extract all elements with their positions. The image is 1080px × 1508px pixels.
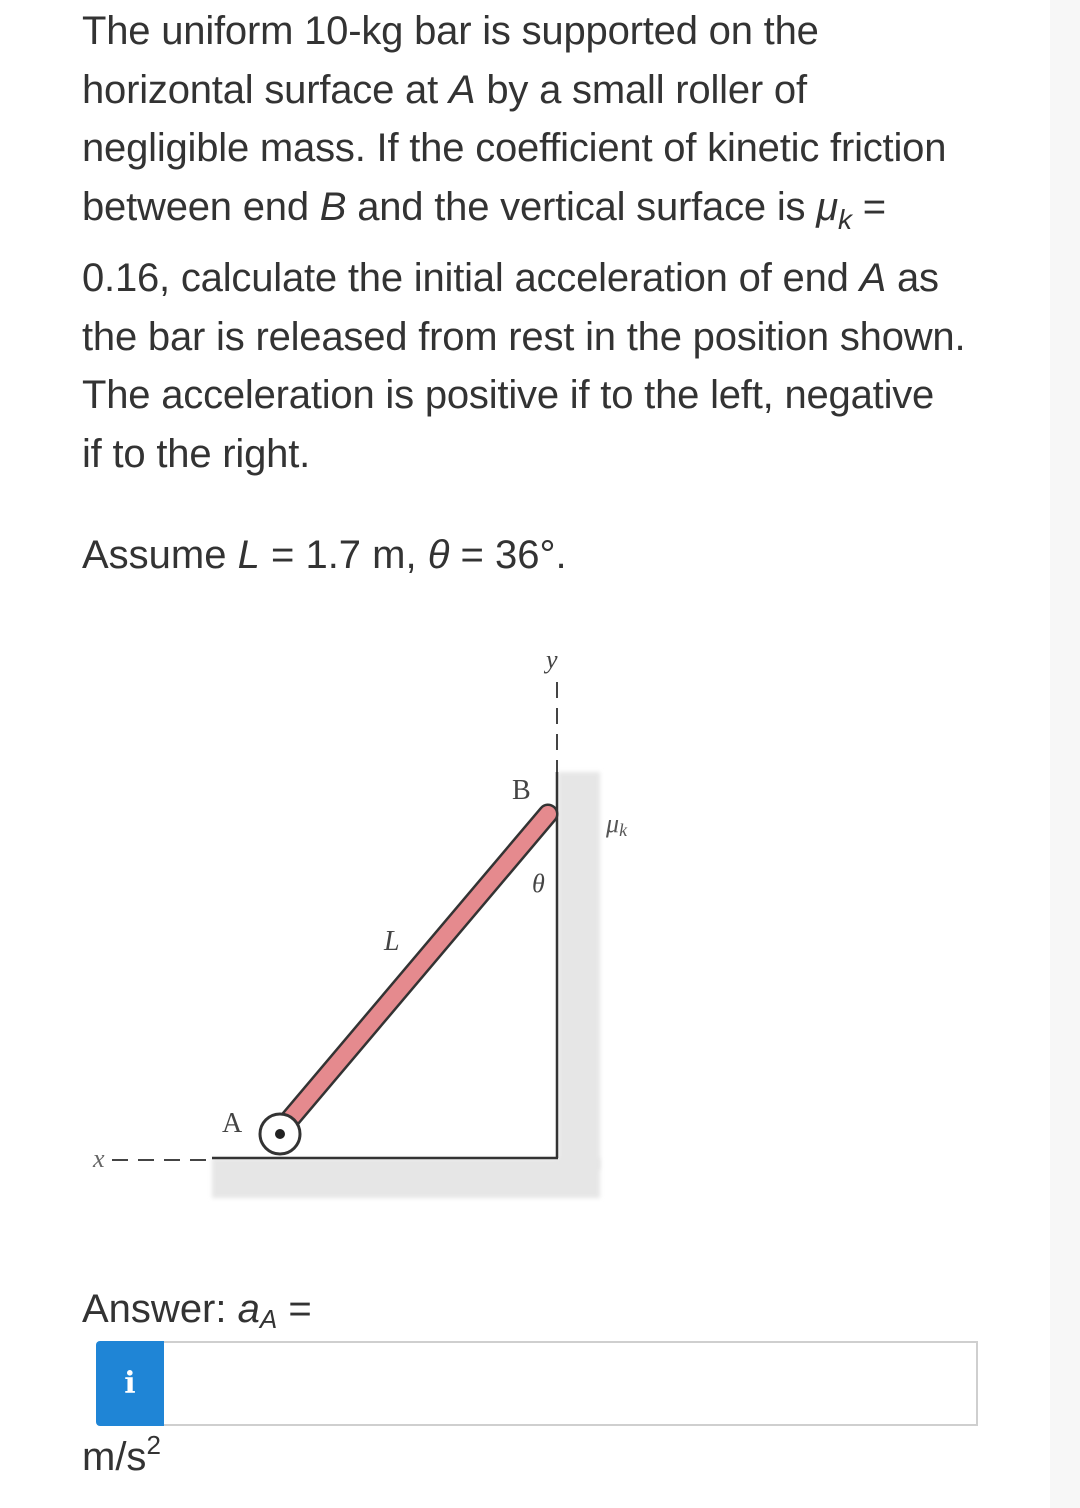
problem-line: the bar is released from rest in the position shown. <box>82 314 966 359</box>
roller-pin <box>275 1129 285 1139</box>
answer-var: a <box>237 1287 260 1331</box>
assumption-text: Assume L = 1.7 m, θ = 36°. <box>82 533 567 577</box>
problem-line: horizontal surface at A by a small roller of <box>82 67 807 112</box>
problem-line: The acceleration is positive if to the left, negative <box>82 373 935 417</box>
answer-label: Answer: $a_A$ = <box>82 1287 312 1334</box>
answer-unit: $m/s^2$ <box>82 1430 161 1479</box>
bar-fill <box>280 814 548 1131</box>
var-theta: θ <box>427 533 450 577</box>
label-b: B <box>512 775 531 806</box>
problem-line: between end B and the vertical surface is $\mu_k$ = <box>82 184 886 235</box>
label-l: L <box>384 926 400 957</box>
problem-statement <box>82 2 1022 483</box>
problem-line: negligible mass. If the coefficient of kinetic friction <box>82 126 947 170</box>
var-b: B <box>319 184 347 229</box>
mu-symbol: μ <box>816 184 838 229</box>
problem-line: if to the right. <box>82 431 311 476</box>
floor-shading <box>212 1158 600 1198</box>
label-theta: θ <box>532 869 545 898</box>
problem-line: 0.16, calculate the initial acceleration of end A as <box>82 256 939 300</box>
problem-line: The uniform 10-kg bar is supported on the <box>82 9 819 53</box>
info-button[interactable] <box>96 1341 164 1426</box>
label-mu: μk <box>606 809 628 840</box>
var-a: A <box>448 67 476 112</box>
mu-subscript: k <box>837 203 852 235</box>
answer-input[interactable] <box>164 1341 978 1426</box>
var-a: A <box>859 256 887 300</box>
label-x: x <box>93 1144 105 1173</box>
label-y: y <box>546 645 558 674</box>
wall-shading <box>558 772 600 1170</box>
answer-var-subscript: A <box>259 1304 278 1334</box>
problem-figure <box>0 600 1050 1220</box>
var-l: L <box>237 533 260 577</box>
label-a: A <box>222 1108 243 1139</box>
info-icon: i <box>124 1366 136 1401</box>
